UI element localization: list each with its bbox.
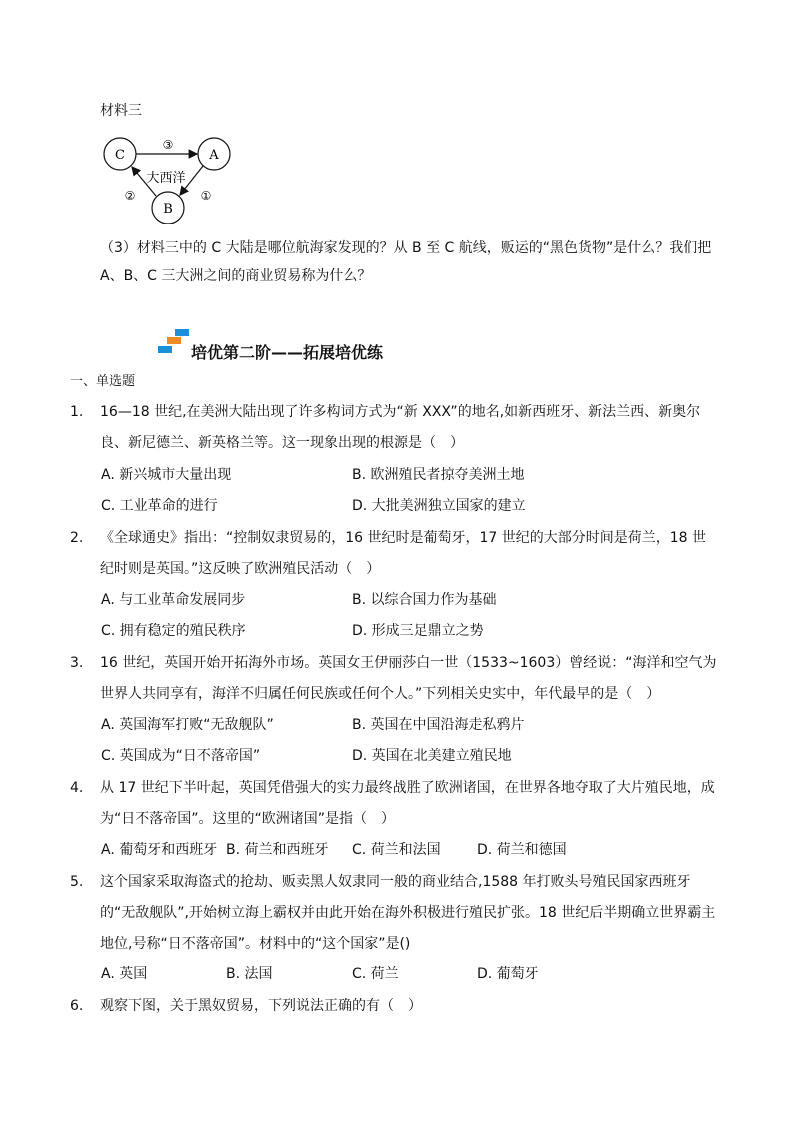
question-number: 4.	[70, 780, 84, 796]
option-b[interactable]: B. 以综合国力作为基础	[352, 592, 497, 608]
question-number: 1.	[70, 404, 84, 420]
question-number: 6.	[70, 998, 84, 1014]
question-number: 3.	[70, 655, 84, 671]
node-b-label: B	[163, 202, 173, 217]
node-a-label: A	[209, 148, 219, 163]
option-a[interactable]: A. 新兴城市大量出现	[101, 467, 232, 483]
option-c[interactable]: C. 荷兰	[352, 966, 399, 982]
option-c[interactable]: C. 英国成为“日不落帝国”	[101, 748, 261, 764]
question-number: 2.	[70, 530, 84, 546]
question-number: 5.	[70, 874, 84, 890]
option-a[interactable]: A. 与工业革命发展同步	[101, 592, 246, 608]
node-c-label: C	[115, 148, 125, 163]
option-a[interactable]: A. 葡萄牙和西班牙	[101, 842, 218, 858]
section-badge-icon	[157, 328, 191, 354]
atlantic-label: 大西洋	[146, 171, 186, 186]
option-c[interactable]: C. 拥有稳定的殖民秩序	[101, 623, 246, 639]
option-d[interactable]: D. 荷兰和德国	[477, 842, 567, 858]
option-d[interactable]: D. 葡萄牙	[477, 966, 539, 982]
option-a[interactable]: A. 英国	[101, 966, 148, 982]
triangle-trade-diagram	[98, 132, 238, 224]
option-d[interactable]: D. 英国在北美建立殖民地	[352, 748, 512, 764]
option-b[interactable]: B. 荷兰和西班牙	[226, 842, 329, 858]
subsection-title: 一、单选题	[70, 374, 136, 389]
option-b[interactable]: B. 英国在中国沿海走私鸦片	[352, 717, 525, 733]
option-b[interactable]: B. 法国	[226, 966, 273, 982]
question-text: 16 世纪，英国开始开拓海外市场。英国女王伊丽莎白一世（1533~1603）曾经说：“海洋和空气为世界人共同享有，海洋不归属任何民族或任何个人。”下列相关史实中，年代最早的是（ ）	[100, 655, 717, 702]
arrow-label-3: ③	[162, 138, 174, 152]
question-text: 16—18 世纪,在美洲大陆出现了许多构词方式为“新 XXX”的地名,如新西班牙、新法兰西、新奥尔良、新尼德兰、新英格兰等。这一现象出现的根源是（ ）	[100, 404, 701, 451]
option-d[interactable]: D. 形成三足鼎立之势	[352, 623, 484, 639]
arrow-label-1: ①	[200, 189, 212, 203]
material-title: 材料三	[100, 103, 142, 119]
option-d[interactable]: D. 大批美洲独立国家的建立	[352, 498, 526, 514]
question-text: 这个国家采取海盗式的抢劫、贩卖黑人奴隶同一般的商业结合,1588 年打败头号殖民国家西班牙的“无敌舰队”,开始树立海上霸权并由此开始在海外积极进行殖民扩张。18 世纪后半期确立世界霸主地位,号称“日不落帝国”。材料中的“这个国家”是()	[100, 874, 716, 952]
material-question: （3）材料三中的 C 大陆是哪位航海家发现的？从 B 至 C 航线，贩运的“黑色货物”是什么？我们把 A、B、C 三大洲之间的商业贸易称为什么？	[100, 240, 712, 284]
option-b[interactable]: B. 欧洲殖民者掠夺美洲土地	[352, 467, 525, 483]
arrow-label-2: ②	[124, 189, 136, 203]
question-text: 从 17 世纪下半叶起，英国凭借强大的实力最终战胜了欧洲诸国，在世界各地夺取了大片殖民地，成为“日不落帝国”。这里的“欧洲诸国”是指（ ）	[100, 780, 715, 827]
option-c[interactable]: C. 工业革命的进行	[101, 498, 218, 514]
option-a[interactable]: A. 英国海军打败“无敌舰队”	[101, 717, 274, 733]
option-c[interactable]: C. 荷兰和法国	[352, 842, 441, 858]
section-title: 培优第二阶——拓展培优练	[191, 343, 384, 362]
question-text: 观察下图，关于黑奴贸易，下列说法正确的有（ ）	[100, 998, 422, 1014]
question-text: 《全球通史》指出：“控制奴隶贸易的，16 世纪时是葡萄牙，17 世纪的大部分时间是荷兰，18 世纪时则是英国。”这反映了欧洲殖民活动（ ）	[100, 530, 707, 577]
